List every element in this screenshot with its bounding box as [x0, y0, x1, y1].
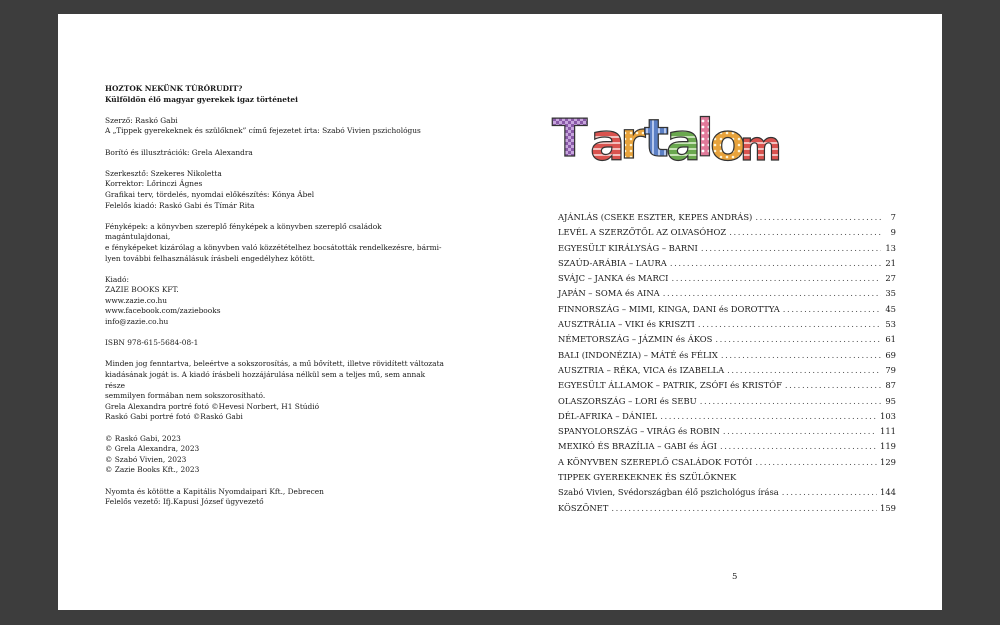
svg-text:T: T: [552, 109, 588, 169]
contents-page: [552, 14, 898, 610]
isbn: ISBN 978-615-5684-08-1: [105, 338, 199, 348]
book-spread: [58, 14, 942, 610]
toc-entry-page: 27: [885, 273, 896, 284]
toc-entry[interactable]: [558, 363, 896, 378]
copyright-line: © Grela Alexandra, 2023: [105, 444, 200, 454]
toc-entry-label: Szabó Vivien, Svédországban élő pszichológus írása: [558, 487, 779, 498]
toc-entry-label: KÖSZÖNET: [558, 502, 609, 513]
toc-entry-page: 45: [885, 303, 896, 314]
photos-note: Fényképek: a könyvben szereplő fényképek a könyvben szereplő családok magántulajdonai,: [105, 221, 382, 242]
toc-entry[interactable]: [558, 225, 896, 240]
proofreader-credit: Korrektor: Lőrinczi Ágnes: [105, 179, 203, 189]
toc-leader-dots: [715, 332, 881, 347]
rights-note: Minden jog fenntartva, beleértve a sokszorosítás, a mű bővített, illetve rövidített változata: [105, 359, 444, 369]
publisher-name: ZAZIE BOOKS KFT.: [105, 285, 179, 295]
toc-leader-dots: [671, 271, 881, 286]
toc-leader-dots: [663, 286, 881, 301]
toc-leader-dots: [720, 439, 877, 454]
toc-entry-label: EGYESÜLT ÁLLAMOK – PATRIK, ZSÓFI és KRISTÓF: [558, 380, 782, 391]
toc-entry[interactable]: [558, 256, 896, 271]
toc-entry[interactable]: [558, 394, 896, 409]
toc-entry-label: JAPÁN – SOMA és AINA: [558, 288, 660, 299]
toc-entry-label: SZAÚD-ARÁBIA – LAURA: [558, 257, 667, 268]
page-number: 5: [732, 572, 738, 582]
toc-leader-dots: [729, 225, 881, 240]
email: info@zazie.co.hu: [105, 317, 169, 327]
toc-entry-page: 35: [885, 288, 896, 299]
toc-leader-dots: [700, 394, 881, 409]
toc-entry[interactable]: [558, 378, 896, 393]
photos-note: e fényképeket kizárólag a könyvben való közzétételhez bocsátották rendelkezésre, bármi-: [105, 242, 442, 252]
toc-entry-page: 69: [885, 349, 896, 360]
toc-entry-page: 144: [880, 487, 896, 498]
toc-entry-label: EGYESÜLT KIRÁLYSÁG – BARNI: [558, 242, 698, 253]
toc-entry-page: 7: [890, 212, 896, 222]
cover-credit: Borító és illusztrációk: Grela Alexandra: [105, 147, 253, 157]
svg-text:m: m: [740, 124, 782, 170]
toc-entry-page: 79: [885, 364, 896, 375]
toc-entry-label: AUSZTRÁLIA – VIKI és KRISZTI: [558, 319, 695, 330]
toc-leader-dots: [782, 485, 877, 500]
portrait-credit: Raskó Gabi portré fotó ©Raskó Gabi: [105, 412, 243, 422]
toc-leader-dots: [755, 210, 881, 225]
toc-entry-label: SPANYOLORSZÁG – VIRÁG és ROBIN: [558, 426, 720, 437]
design-credit: Grafikai terv, tördelés, nyomdai előkészítés: Kónya Ábel: [105, 189, 315, 199]
toc-section-heading: [558, 470, 896, 485]
portrait-credit: Grela Alexandra portré fotó ©Hevesi Norbert, H1 Stúdió: [105, 401, 320, 411]
toc-entry[interactable]: [558, 317, 896, 332]
copyright-line: © Raskó Gabi, 2023: [105, 433, 181, 443]
toc-entry[interactable]: [558, 271, 896, 286]
toc-entry[interactable]: [558, 332, 896, 347]
svg-text:a: a: [590, 113, 626, 173]
toc-leader-dots: [723, 424, 877, 439]
toc-entry-label: OLASZORSZÁG – LORI és SEBU: [558, 395, 697, 406]
facebook-page: www.facebook.com/zaziebooks: [105, 306, 221, 316]
toc-entry-page: 129: [880, 456, 896, 467]
toc-entry[interactable]: [558, 241, 896, 256]
author-line: Szerző: Raskó Gabi: [105, 115, 178, 125]
toc-entry-page: 103: [880, 410, 896, 421]
toc-entry-label: TIPPEK GYEREKEKNEK ÉS SZÜLŐKNEK: [558, 472, 737, 483]
printer-line: Felelős vezető: Ifj.Kapusi József ügyvezető: [105, 497, 264, 507]
svg-text:t: t: [644, 109, 669, 169]
toc-entry-label: FINNORSZÁG – MIMI, KINGA, DANI és DOROTTYA: [558, 303, 780, 314]
toc-entry[interactable]: [558, 302, 896, 317]
copyright-line: © Zazie Books Kft., 2023: [105, 465, 200, 475]
toc-entry[interactable]: [558, 455, 896, 470]
toc-leader-dots: [611, 501, 877, 516]
chapter-note: A „Tippek gyerekeknek és szülőknek” című fejezetet írta: Szabó Vivien pszichológus: [105, 126, 421, 136]
printer-line: Nyomta és kötötte a Kapitális Nyomdaipari Kft., Debrecen: [105, 486, 324, 496]
toc-entry-page: 111: [880, 426, 896, 437]
toc-entry-label: MEXIKÓ ÉS BRAZÍLIA – GABI és ÁGI: [558, 441, 717, 452]
toc-leader-dots: [701, 241, 881, 256]
toc-entry[interactable]: [558, 501, 896, 516]
toc-leader-dots: [670, 256, 881, 271]
svg-text:l: l: [696, 109, 714, 169]
toc-leader-dots: [727, 363, 881, 378]
svg-text:r: r: [620, 111, 646, 171]
toc-leader-dots: [660, 409, 877, 424]
toc-entry[interactable]: [558, 409, 896, 424]
toc-entry[interactable]: [558, 485, 896, 500]
toc-entry-page: 61: [885, 334, 896, 345]
toc-entry-label: BALI (INDONÉZIA) – MÁTÉ és FÉLIX: [558, 349, 718, 360]
toc-entry-page: 9: [890, 227, 896, 238]
publisher-label: Kiadó:: [105, 274, 129, 284]
toc-entry[interactable]: [558, 286, 896, 301]
editor-credit: Szerkesztő: Szekeres Nikoletta: [105, 168, 222, 178]
toc-entry[interactable]: [558, 210, 896, 225]
toc-entry[interactable]: [558, 348, 896, 363]
toc-leader-dots: [785, 378, 881, 393]
toc-leader-dots: [698, 317, 881, 332]
contents-title-lettering: [550, 94, 782, 184]
svg-text:o: o: [710, 113, 746, 173]
website: www.zazie.co.hu: [105, 295, 168, 305]
imprint-page: [105, 84, 445, 508]
toc-entry-label: NÉMETORSZÁG – JÁZMIN és ÁKOS: [558, 334, 713, 345]
toc-entry-page: 87: [885, 380, 896, 391]
rights-note: semmilyen formában nem sokszorosítható.: [105, 391, 266, 401]
toc-entry-label: SVÁJC – JANKA és MARCI: [558, 273, 669, 284]
table-of-contents: [558, 210, 896, 516]
copyright-line: © Szabó Vivien, 2023: [105, 454, 187, 464]
toc-entry-label: DÉL-AFRIKA – DÁNIEL: [558, 410, 658, 421]
toc-entry-page: 13: [885, 242, 896, 253]
toc-entry-label: LEVÉL A SZERZŐTŐL AZ OLVASÓHOZ: [558, 227, 727, 238]
rights-note: kiadásának jogát is. A kiadó írásbeli hozzájárulása nélkül sem a teljes mű, sem annak része: [105, 370, 426, 390]
toc-entry[interactable]: [558, 439, 896, 454]
publishers-credit: Felelős kiadó: Raskó Gabi és Tímár Rita: [105, 200, 255, 210]
toc-entry-page: 95: [885, 395, 896, 406]
toc-entry-page: 21: [885, 257, 896, 268]
svg-text:a: a: [666, 113, 702, 173]
toc-leader-dots: [783, 302, 881, 317]
toc-entry-page: 159: [880, 502, 896, 513]
toc-entry-page: 119: [880, 441, 896, 452]
book-subtitle: Külföldön élő magyar gyerekek igaz történetei: [105, 94, 298, 104]
toc-entry-page: 53: [885, 319, 896, 330]
toc-entry-label: A KÖNYVBEN SZEREPLŐ CSALÁDOK FOTÓI: [558, 456, 753, 467]
toc-leader-dots: [721, 348, 881, 363]
toc-leader-dots: [755, 455, 877, 470]
photos-note: lyen további felhasználásuk írásbeli engedélyhez kötött.: [105, 253, 316, 263]
toc-entry-label: AJÁNLÁS (CSEKE ESZTER, KEPES ANDRÁS): [558, 212, 753, 222]
toc-entry[interactable]: [558, 424, 896, 439]
book-title: HOZTOK NEKÜNK TÚRÓRUDIT?: [105, 84, 243, 93]
toc-entry-label: AUSZTRIA – RÉKA, VICA és IZABELLA: [558, 364, 725, 375]
